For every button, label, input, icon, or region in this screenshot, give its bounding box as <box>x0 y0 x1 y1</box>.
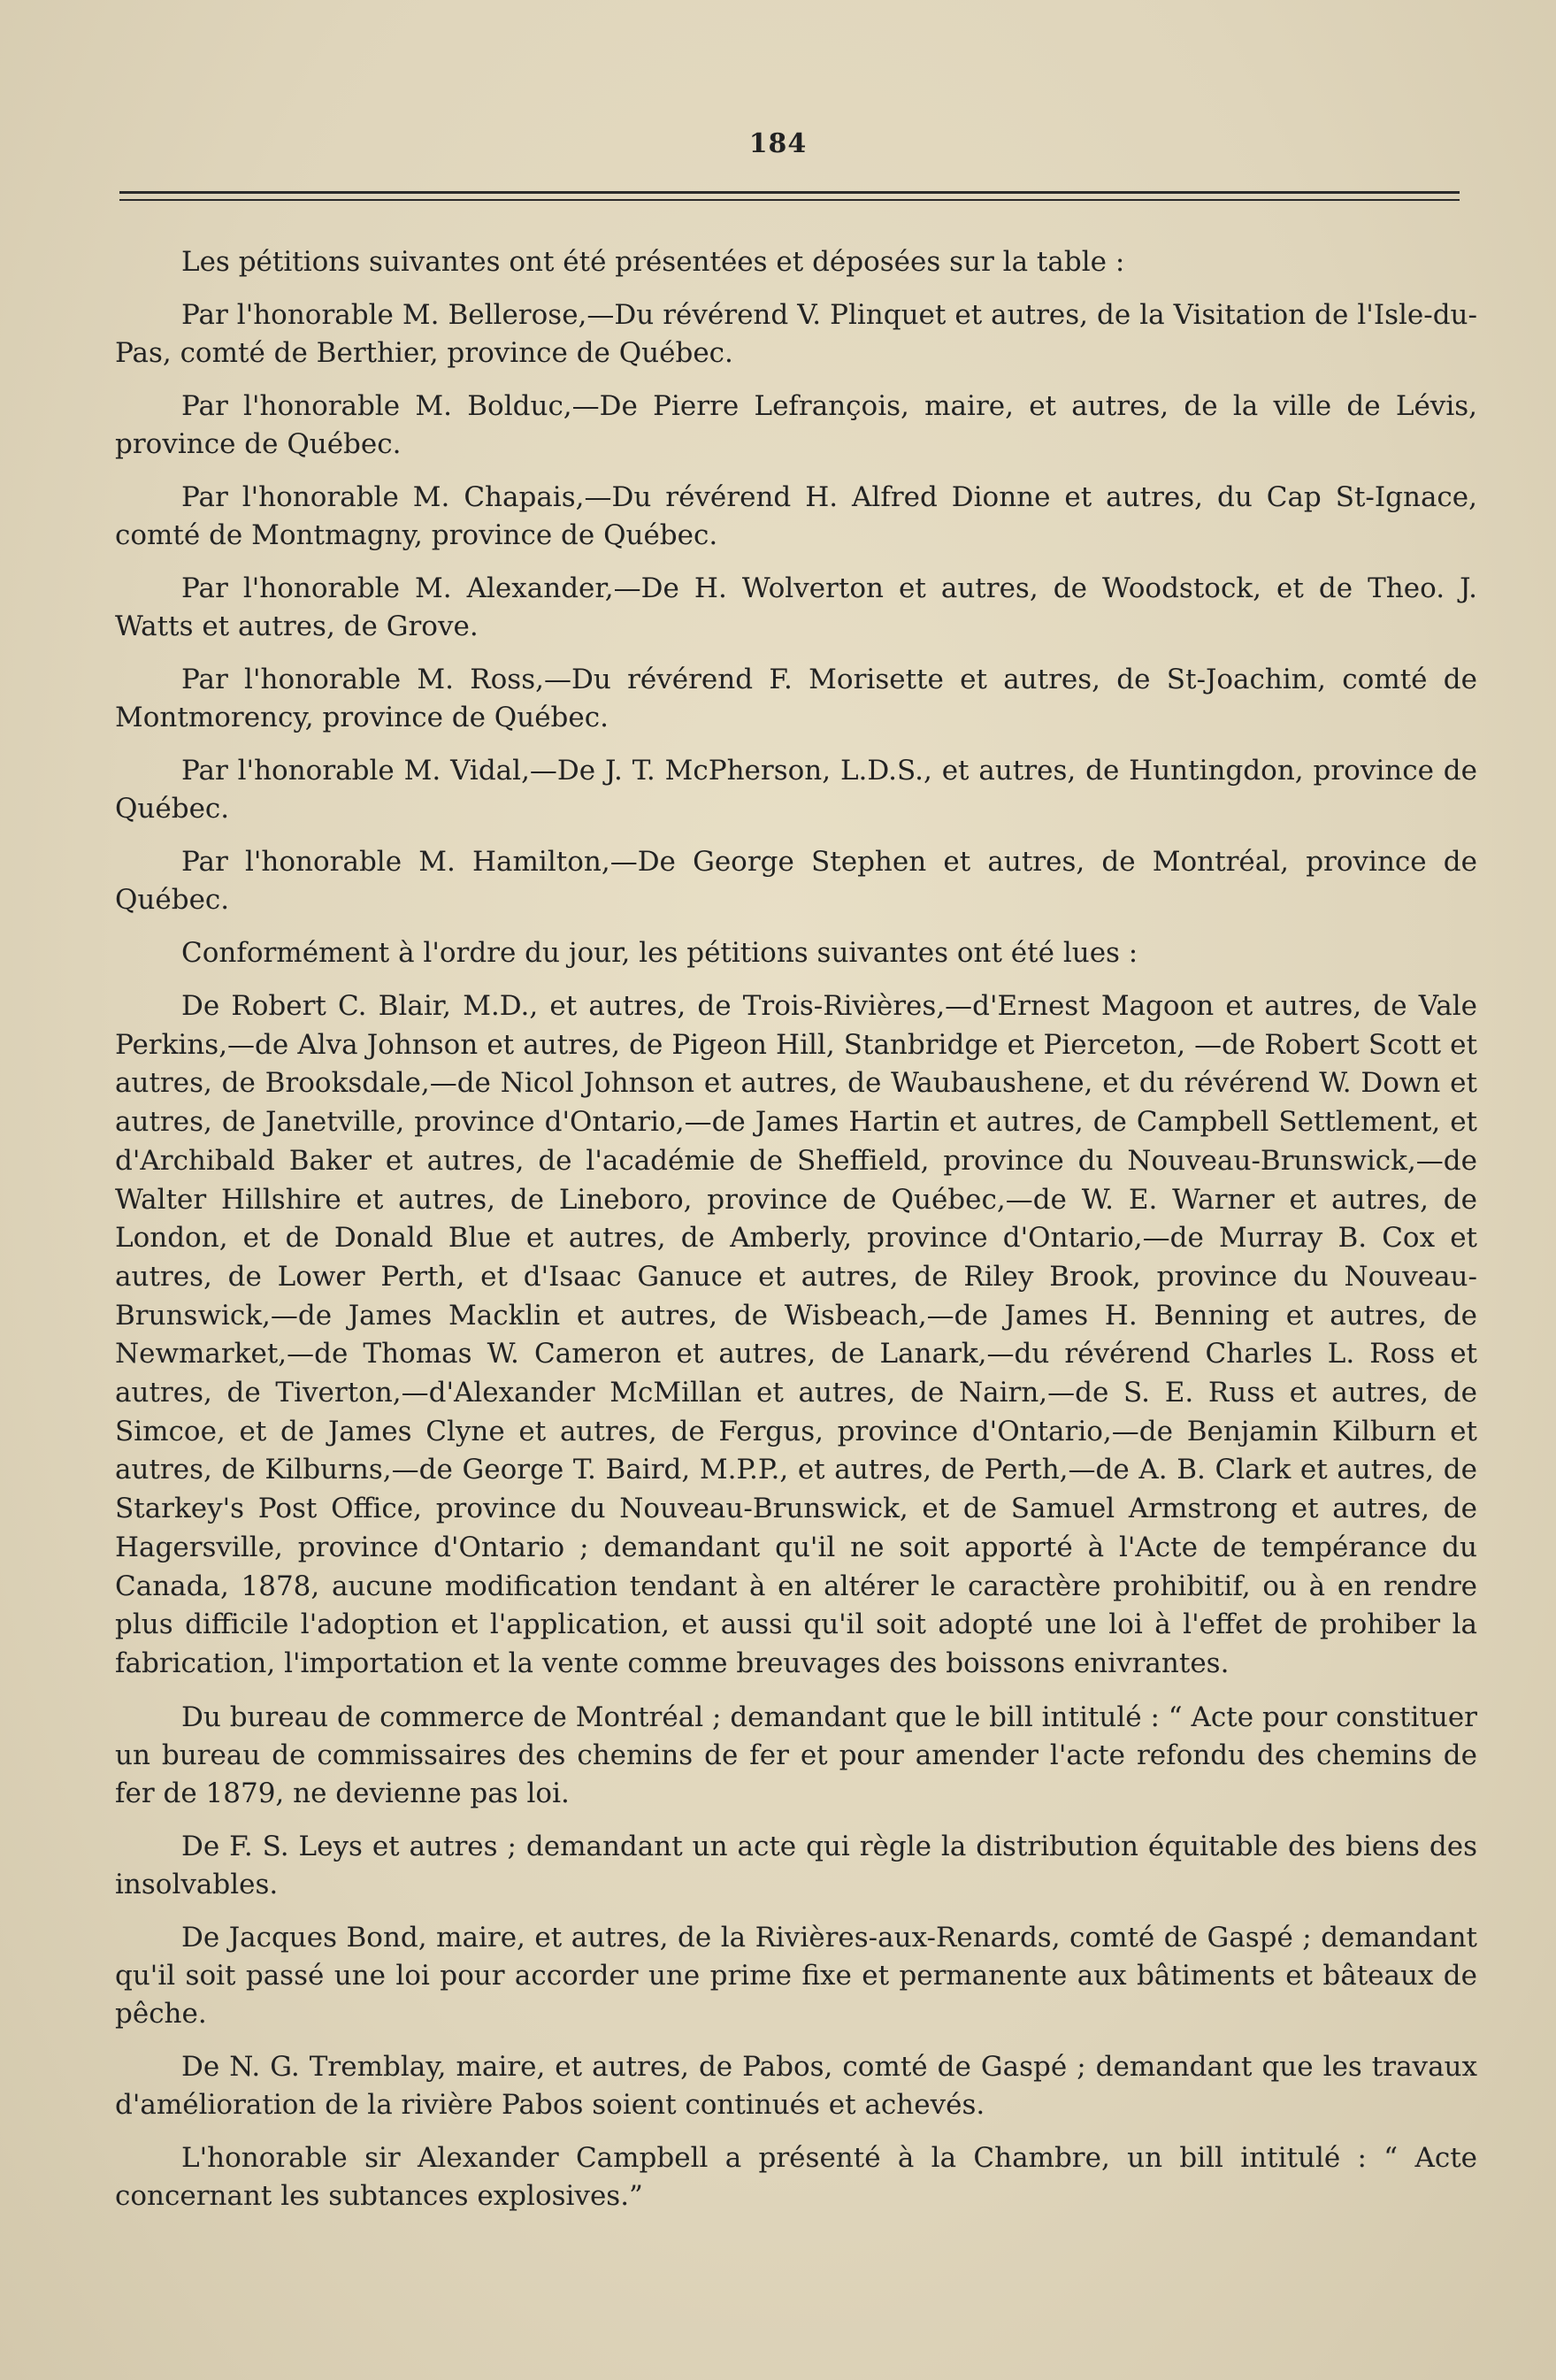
header-rule-bottom <box>119 199 1460 201</box>
paragraph-alexander: Par l'honorable M. Alexander,—De H. Wolverton et autres, de Woodstock, et de Theo. J. Watts et autres, de Grove. <box>115 572 1477 642</box>
paragraph-hamilton: Par l'honorable M. Hamilton,—De George Stephen et autres, de Montréal, province de Québec. <box>115 846 1477 916</box>
header-rule-top <box>119 191 1460 194</box>
paragraph-vidal: Par l'honorable M. Vidal,—De J. T. McPherson, L.D.S., et autres, de Huntingdon, province de Québec. <box>115 755 1477 825</box>
body-text <box>115 243 1477 2230</box>
paragraph-intro-petitions: Les pétitions suivantes ont été présentées et déposées sur la table : <box>181 246 1125 278</box>
paragraph-ross: Par l'honorable M. Ross,—Du révérend F. Morisette et autres, de St-Joachim, comté de Montmorency, province de Québec. <box>115 664 1477 733</box>
paragraph-chapais: Par l'honorable M. Chapais,—Du révérend H. Alfred Dionne et autres, du Cap St-Ignace, comté de Montmagny, province de Québec. <box>115 481 1477 551</box>
paragraph-campbell-bill: L'honorable sir Alexander Campbell a présenté à la Chambre, un bill intitulé : “ Acte concernant les subtances explosives.” <box>115 2141 1477 2212</box>
paragraph-bellerose: Par l'honorable M. Bellerose,—Du révérend V. Plinquet et autres, de la Visitation de l'Isle-du-Pas, comté de Berthier, province de Québec. <box>115 299 1477 369</box>
paragraph-order-of-day: Conformément à l'ordre du jour, les pétitions suivantes ont été lues : <box>181 937 1138 969</box>
paragraph-tremblay: De N. G. Tremblay, maire, et autres, de Pabos, comté de Gaspé ; demandant que les travaux d'amélioration de la rivière Pabos soient continués et achevés. <box>115 2050 1477 2121</box>
paragraph-leys: De F. S. Leys et autres ; demandant un acte qui règle la distribution équitable des biens des insolvables. <box>115 1830 1477 1900</box>
paragraph-bolduc: Par l'honorable M. Bolduc,—De Pierre Lefrançois, maire, et autres, de la ville de Lévis, province de Québec. <box>115 390 1477 460</box>
paragraph-temperance-petitions: De Robert C. Blair, M.D., et autres, de Trois-Rivières,—d'Ernest Magoon et autres, de Vale Perkins,—de Alva Johnson et autres, de Pigeon Hill, Stanbridge et Pierceton, —de Robert Scott et autres, de Brooksdale,—de Nicol Johnson et autres, de Waubaushene, et du révérend W. Down et autres, de Janetville, province d'Ontario,—de James Hartin et autres, de Campbell Settlement, et d'Archibald Baker et autres, de l'académie de Sheffield, province du Nouveau-Brunswick,—de Walter Hillshire et autres, de Lineboro, province de Québec,—de W. E. Warner et autres, de London, et de Donald Blue et autres, de Amberly, province d'Ontario,—de Murray B. Cox et autres, de Lower Perth, et d'Isaac Ganuce et autres, de Riley Brook, province du Nouveau-Brunswick,—de James Macklin et autres, de Wisbeach,—de James H. Benning et autres, de Newmarket,—de Thomas W. Cameron et autres, de Lanark,—du révérend Charles L. Ross et autres, de Tiverton,—d'Alexander McMillan et autres, de Nairn,—de S. E. Russ et autres, de Simcoe, et de James Clyne et autres, de Fergus, province d'Ontario,—de Benjamin Kilburn et autres, de Kilburns,—de George T. Baird, M.P.P., et autres, de Perth,—de A. B. Clark et autres, de Starkey's Post Office, province du Nouveau-Brunswick, et de Samuel Armstrong et autres, de Hagersville, province d'Ontario ; demandant qu'il ne soit apporté à l'Acte de tempérance du Canada, 1878, aucune modification tendant à en altérer le caractère prohibitif, ou à en rendre plus difficile l'adoption et l'application, et aussi qu'il soit adopté une loi à l'effet de prohiber la fabrication, l'importation et la vente comme breuvages des boissons enivrantes. <box>115 990 1477 1679</box>
paragraph-montreal-board: Du bureau de commerce de Montréal ; demandant que le bill intitulé : “ Acte pour constituer un bureau de commissaires des chemins de fer et pour amender l'acte refondu des chemins de fer de 1879, ne devienne pas loi. <box>115 1701 1477 1809</box>
paragraph-bond: De Jacques Bond, maire, et autres, de la Rivières-aux-Renards, comté de Gaspé ; demandant qu'il soit passé une loi pour accorder une prime fixe et permanente aux bâtiments et bâteaux de pêche. <box>115 1921 1477 2030</box>
page-number: 184 <box>748 128 808 159</box>
